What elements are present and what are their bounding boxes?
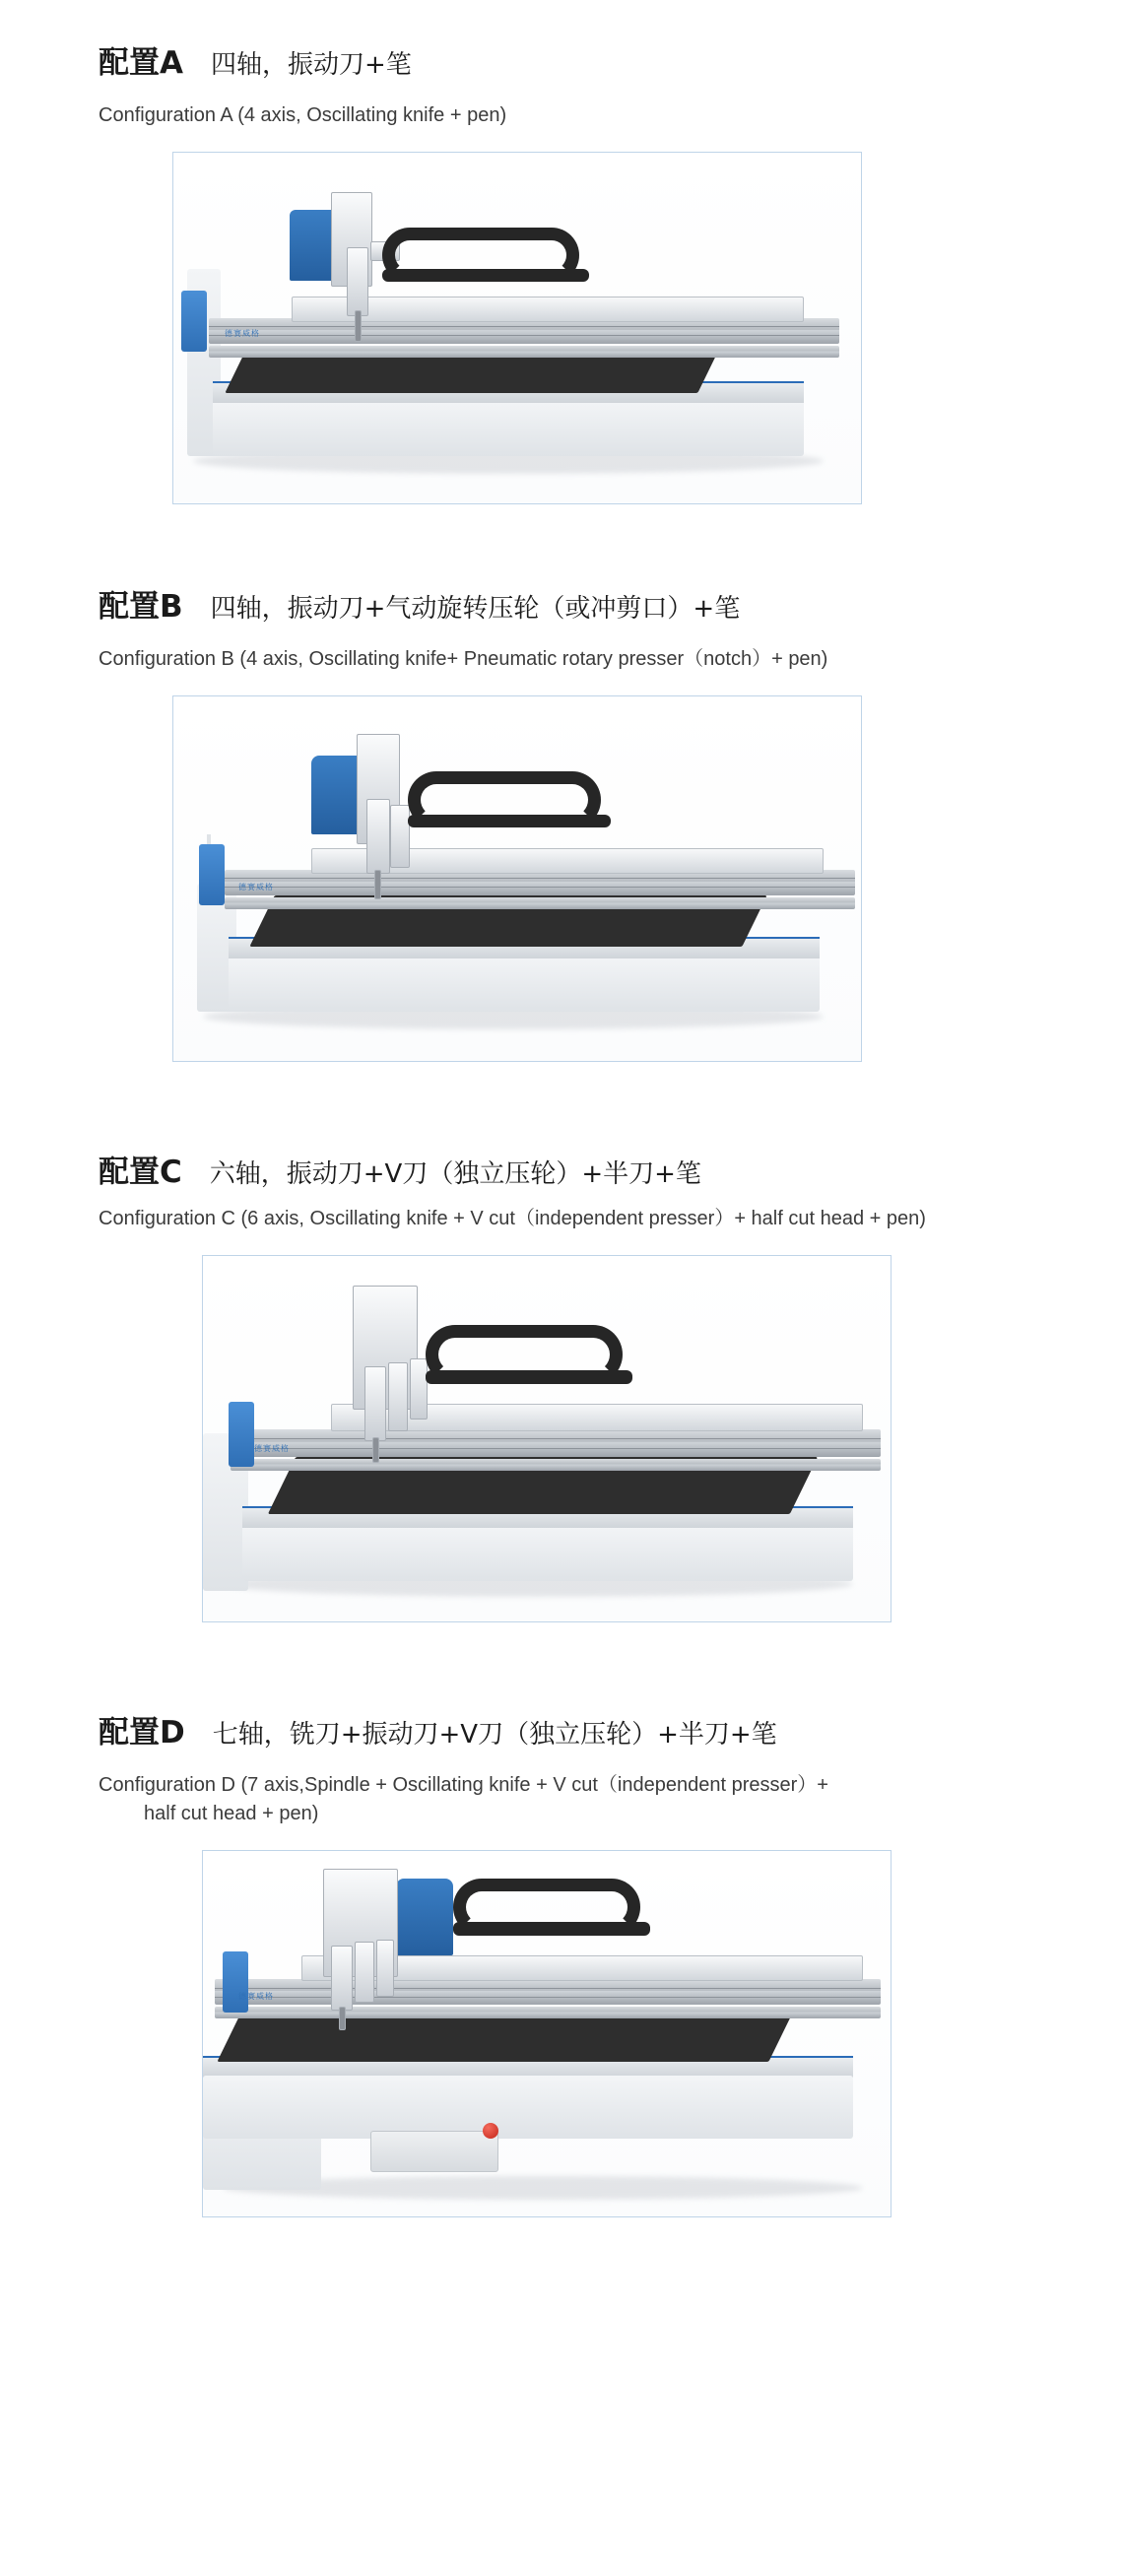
config-d-desc-en-line2: half cut head + pen)	[144, 1803, 319, 1824]
cnc-machine-photo-config-d	[202, 1850, 892, 2217]
config-b-desc-en: Configuration B (4 axis, Oscillating knife+ Pneumatic rotary presser（notch）+ pen)	[99, 648, 828, 670]
machine-front-frame	[203, 2076, 853, 2139]
config-c-label-cn: 配置C	[99, 1155, 182, 1190]
machine-secondary-rail	[209, 346, 839, 358]
config-block-a	[0, 37, 1123, 504]
machine-rail-line	[231, 1438, 881, 1439]
machine-blue-endcap-left	[229, 1402, 254, 1467]
machine-cable-chain-bar	[453, 1922, 650, 1936]
machine-rail-line	[225, 887, 855, 888]
machine-rail-line	[231, 1448, 881, 1449]
config-d-desc-cn: 七轴，铣刀+振动刀+V刀（独立压轮）+半刀+笔	[212, 1720, 777, 1750]
machine-cable-chain-bar	[426, 1370, 632, 1384]
machine-brand-logo: 德赛威格	[238, 1992, 274, 2001]
machine-oscillating-knife	[374, 870, 381, 899]
machine-oscillating-knife	[355, 310, 362, 342]
config-c-heading	[0, 1147, 1123, 1191]
config-d-label-cn: 配置D	[99, 1715, 185, 1750]
machine-front-frame	[242, 1524, 853, 1581]
config-a-desc-en: Configuration A (4 axis, Oscillating knife + pen)	[99, 104, 507, 126]
config-b-desc-cn: 四轴，振动刀+气动旋转压轮（或冲剪口）+笔	[210, 594, 741, 624]
machine-v-cut-head	[364, 1366, 386, 1441]
machine-cable-chain-bar	[382, 269, 589, 282]
machine-main-rail	[231, 1429, 881, 1457]
machine-rail-line	[215, 1997, 881, 1998]
machine-brand-logo: 德赛威格	[238, 883, 274, 892]
machine-rail-line	[209, 326, 839, 327]
machine-knife-holder	[366, 799, 390, 874]
config-block-d	[0, 1707, 1123, 2217]
config-d-desc-en-line1: Configuration D (7 axis,Spindle + Oscillating knife + V cut（independent presser）+	[99, 1774, 828, 1796]
machine-oscillating-knife	[372, 1437, 379, 1463]
machine-knife-holder	[388, 1362, 408, 1431]
machine-secondary-rail	[215, 2007, 881, 2018]
machine-front-frame	[213, 399, 804, 456]
config-d-desc-en	[0, 1771, 965, 1828]
machine-secondary-rail	[225, 897, 855, 909]
machine-illustration-d	[203, 1851, 891, 2216]
machine-emergency-stop-button[interactable]	[483, 2123, 498, 2139]
machine-illustration-a	[173, 153, 861, 503]
machine-cable-chain-bar	[408, 815, 611, 827]
machine-brand-logo: 德赛威格	[254, 1444, 290, 1453]
machine-rotary-presser	[390, 805, 410, 868]
config-a-label-cn: 配置A	[99, 45, 183, 81]
machine-knife-holder	[347, 247, 368, 316]
config-block-c	[0, 1147, 1123, 1622]
machine-front-frame	[229, 955, 820, 1012]
config-b-label-cn: 配置B	[99, 589, 183, 625]
machine-main-rail	[215, 1979, 881, 2005]
machine-blue-endcap-left	[223, 1951, 248, 2013]
config-block-b	[0, 581, 1123, 1062]
machine-gantry-beam	[292, 297, 804, 322]
config-c-desc-en: Configuration C (6 axis, Oscillating knife + V cut（independent presser）+ half cut head + pen)	[99, 1208, 926, 1229]
machine-rail-line	[215, 1988, 881, 1989]
machine-secondary-rail	[231, 1459, 881, 1471]
cnc-machine-photo-config-a	[172, 152, 862, 504]
machine-illustration-b	[173, 696, 861, 1061]
machine-half-cut-head	[410, 1358, 428, 1420]
config-a-desc-cn: 四轴，振动刀+笔	[211, 50, 412, 80]
machine-brand-logo: 德赛威格	[225, 329, 260, 338]
machine-spindle	[331, 1946, 353, 2011]
machine-blue-head-cover	[396, 1879, 453, 1955]
config-a-heading	[0, 37, 1123, 82]
machine-rail-line	[225, 878, 855, 879]
machine-oscillating-knife	[339, 2007, 346, 2030]
machine-control-panel[interactable]	[370, 2131, 498, 2172]
config-b-heading	[0, 581, 1123, 626]
machine-illustration-c	[203, 1256, 891, 1621]
machine-rail-line	[209, 335, 839, 336]
cnc-machine-photo-config-c	[202, 1255, 892, 1622]
machine-v-cut-head	[355, 1942, 374, 2003]
machine-knife-holder	[376, 1940, 394, 1997]
machine-blue-endcap-left	[181, 291, 207, 352]
cnc-machine-photo-config-b	[172, 695, 862, 1062]
machine-blue-endcap-left	[199, 844, 225, 905]
config-d-heading	[0, 1707, 1123, 1751]
config-c-desc-cn: 六轴，振动刀+V刀（独立压轮）+半刀+笔	[209, 1159, 701, 1189]
